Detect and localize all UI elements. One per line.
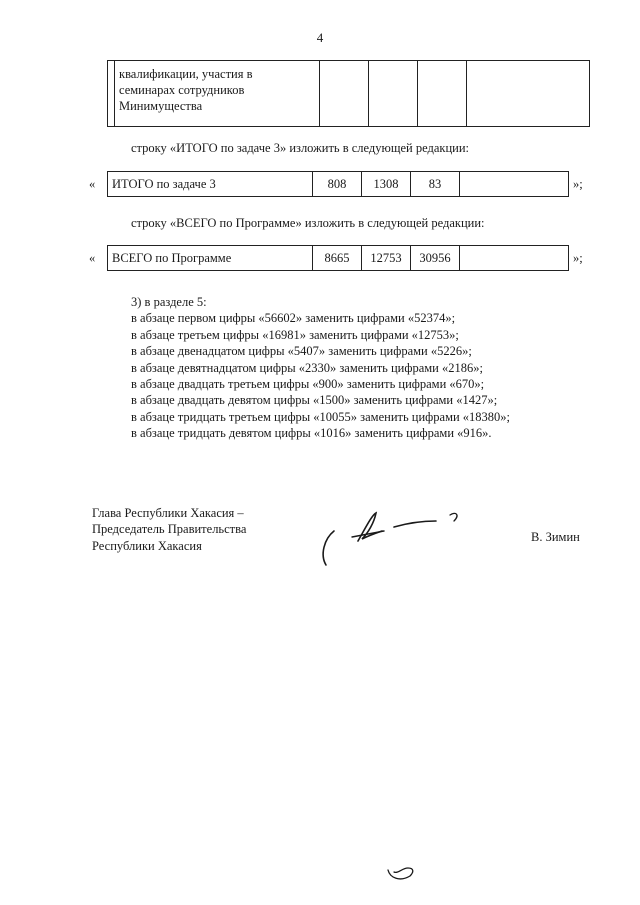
itogo-value-3: 83 [411, 172, 460, 197]
itogo-value-1: 808 [313, 172, 362, 197]
page-number: 4 [316, 30, 324, 45]
vsego-value-1: 8665 [313, 246, 362, 271]
list-item: в абзаце двадцать девятом цифры «1500» заменить цифрами «1427»; [131, 393, 498, 408]
table-row [108, 246, 569, 271]
table-cell-empty [418, 61, 467, 127]
handwritten-signature [318, 505, 468, 575]
list-item: в абзаце двенадцатом цифры «5407» заменить цифрами «5226»; [131, 344, 472, 359]
table-cell-empty [369, 61, 418, 127]
paragraph-itogo: строку «ИТОГО по задаче 3» изложить в следующей редакции: [131, 141, 470, 155]
vsego-value-3: 30956 [411, 246, 460, 271]
table-cell-empty [320, 61, 369, 127]
continuation-table [107, 60, 590, 127]
vsego-value-2: 12753 [362, 246, 411, 271]
list-item: в абзаце двадцать третьем цифры «900» заменить цифрами «670»; [131, 377, 485, 392]
open-quote: « [89, 177, 96, 191]
table-cell-empty [467, 61, 590, 127]
list-item: в абзаце третьем цифры «16981» заменить цифрами «12753»; [131, 327, 459, 342]
table-cell-empty [108, 61, 115, 127]
open-quote: « [89, 251, 96, 265]
signatory-line: Председатель Правительства [92, 522, 247, 537]
signatory-line: Глава Республики Хакасия – [92, 506, 244, 520]
itogo-table [107, 171, 569, 197]
description-line: Минимущества [119, 99, 203, 113]
vsego-label: ВСЕГО по Программе [108, 246, 313, 271]
close-quote: »; [573, 177, 583, 191]
itogo-value-2: 1308 [362, 172, 411, 197]
signatory-name: В. Зимин [531, 530, 580, 544]
list-item: в абзаце тридцать третьем цифры «10055» заменить цифрами «18380»; [131, 409, 511, 424]
table-row [108, 61, 590, 127]
signatory-line: Республики Хакасия [92, 538, 202, 553]
table-cell-empty [460, 246, 569, 271]
description-line: семинарах сотрудников [119, 83, 245, 97]
table-cell-empty [460, 172, 569, 197]
vsego-table [107, 245, 569, 271]
itogo-label: ИТОГО по задаче 3 [108, 172, 313, 197]
table-row [108, 172, 569, 197]
table-cell-description [115, 61, 320, 127]
signatory-title [92, 505, 246, 554]
amendment-list [131, 294, 510, 442]
handwritten-mark [384, 862, 418, 884]
list-item: 3) в разделе 5: [131, 295, 207, 309]
list-item: в абзаце первом цифры «56602» заменить цифрами «52374»; [131, 311, 456, 326]
description-line: квалификации, участия в [119, 67, 253, 81]
paragraph-vsego: строку «ВСЕГО по Программе» изложить в следующей редакции: [131, 216, 485, 230]
list-item: в абзаце девятнадцатом цифры «2330» заменить цифрами «2186»; [131, 360, 483, 375]
list-item: в абзаце тридцать девятом цифры «1016» заменить цифрами «916». [131, 426, 492, 441]
close-quote: »; [573, 251, 583, 265]
